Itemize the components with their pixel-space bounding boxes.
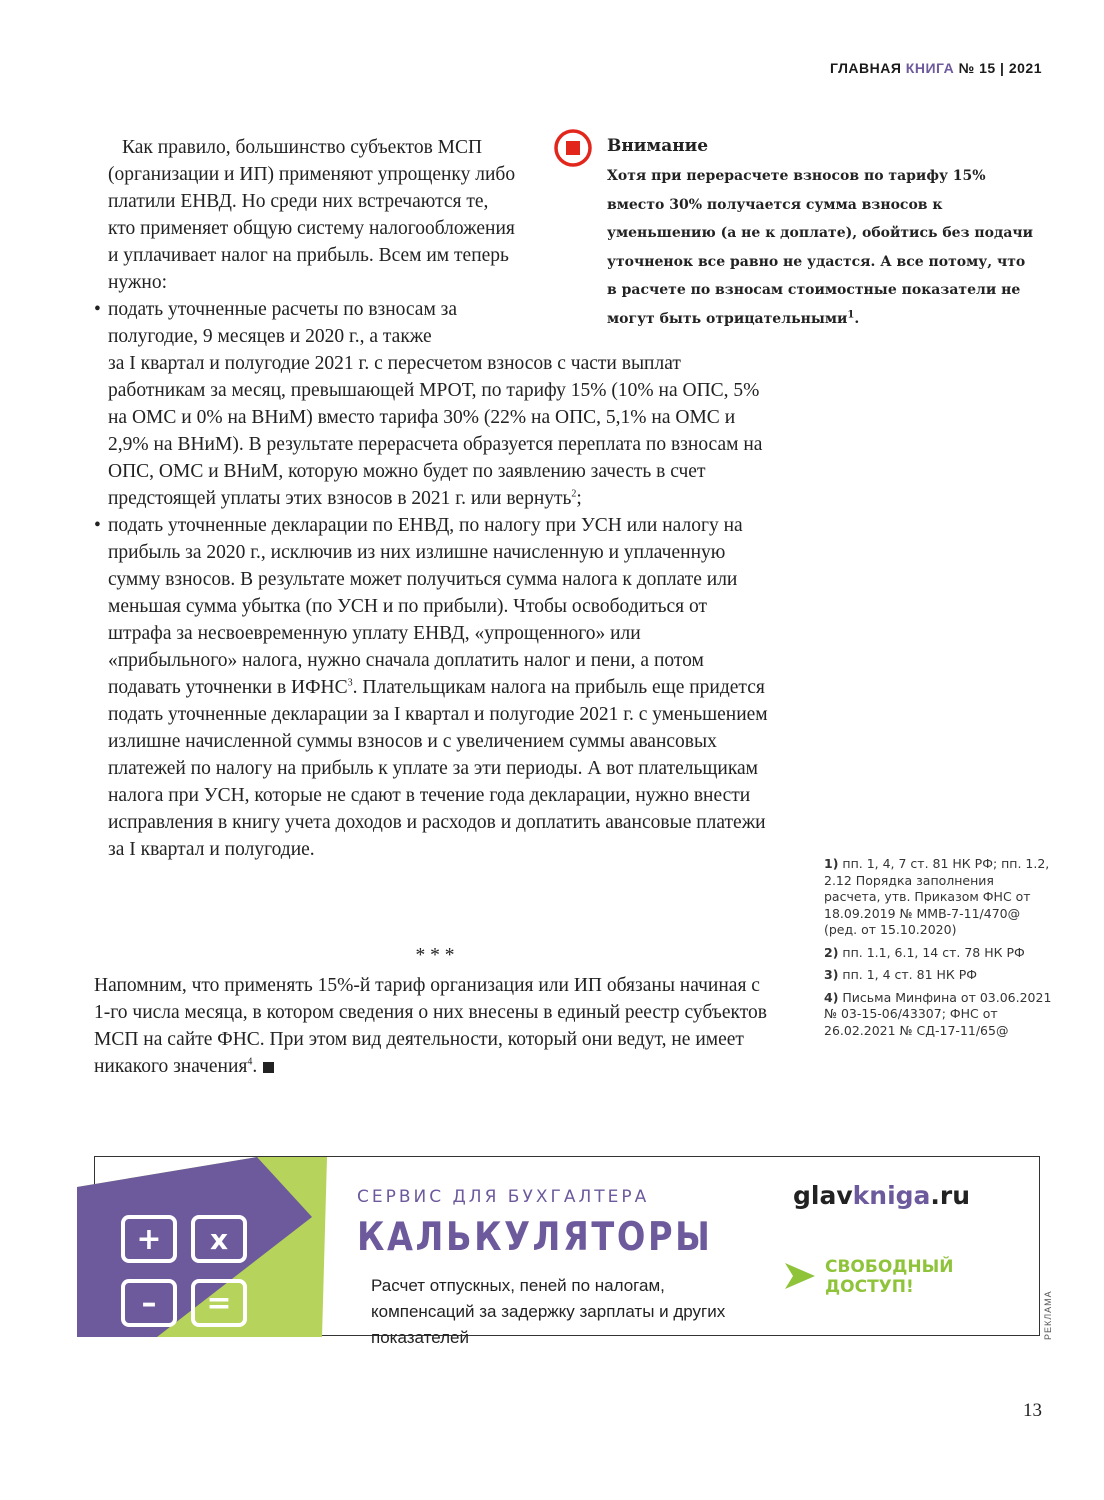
footnote-ref-2: 2 [571,488,577,500]
footnote-text: Письма Минфина от 03.06.2021 № 03-15-06/43307; ФНС от 26.02.2021 № СД-17-11/65@ [824,989,1052,1038]
attention-text [607,162,1033,333]
attention-title: Внимание [607,136,709,156]
advertisement-label: РЕКЛАМА [1043,1290,1053,1340]
ad-site-link[interactable] [793,1181,970,1210]
list-item [94,512,774,863]
equals-key-label: = [206,1286,232,1321]
minus-key-label: – [141,1286,157,1321]
header-issue: № 15 | 2021 [958,60,1042,76]
calculator-graphic [77,1157,377,1337]
requirements-list [94,296,774,863]
list-item-1-start: • подать уточненные расчеты по взносам за полугодие, 9 месяцев и 2020 г., а также [108,299,458,347]
list-item-1-end: ; [576,488,582,509]
footnote-number: 1) [824,856,839,871]
plus-key-label: + [136,1222,162,1257]
attention-end: . [854,310,860,327]
footnote [824,990,1054,1040]
attention-body: Хотя при перерасчете взносов по тарифу 15% вместо 30% получается сумма взносов к уменьшению (а не к доплате), обойтись без подачи уточненок все равно не удастся. А все потому, что в расчете по взносам стоимостные показатели не могут быть отрицательными [607,168,1034,327]
footnote-ref-4: 4 [247,1056,253,1068]
play-arrow-icon [783,1261,817,1291]
footnote-ref-3: 3 [347,677,353,689]
footnotes [824,856,1054,1045]
footnote-number: 2) [824,944,839,960]
final-paragraph-text: Напомним, что применять 15%-й тариф организация или ИП обязаны начиная с 1-го числа месяца, в котором сведения о них внесены в единый реестр субъектов МСП на сайте ФНС. При этом вид деятельности, который они ведут, не имеет никакого значения [94,975,767,1077]
footnote-number: 3) [824,967,839,982]
footnote [824,945,1054,962]
list-item-2-continued: . Плательщикам налога на прибыль еще придется подать уточненные декларации за I квартал и полугодие 2021 г. с уменьшением излишне начисленной суммы взносов и с увеличением суммы авансовых платежей по налогу на прибыль к уплате за эти периоды. А вот плательщикам налога при УСН, которые не сдают в течение года декларации, нужно внести исправления в книгу учета доходов и расходов и доплатить авансовые платежи за I квартал и полугодие. [108,677,768,860]
running-header [830,60,1042,76]
footnote-ref-1: 1 [847,308,855,320]
intro-paragraph: Как правило, большинство субъектов МСП (организации и ИП) применяют упрощенку либо платили ЕНВД. Но среди них встречаются те, кто применяет общую систему налогообложения и уплачивает налог на прибыль. Всем им теперь нужно: [108,137,516,293]
site-name-part: glav [793,1181,853,1210]
multiply-key-label: x [209,1223,229,1256]
final-paragraph-end: . [252,1056,258,1077]
site-domain: .ru [930,1181,971,1210]
footnote-text: пп. 1, 4 ст. 81 НК РФ [842,967,978,982]
site-name-accent: kniga [852,1181,931,1210]
final-paragraph [94,972,774,1080]
attention-icon [553,128,593,168]
header-journal-accent: КНИГА [905,60,955,76]
ad-title: КАЛЬКУЛЯТОРЫ [357,1215,713,1260]
ad-description: Расчет отпускных, пеней по налогам, компенсаций за задержку зарплаты и других показателей [371,1276,726,1347]
footnote-number: 4) [824,989,839,1005]
page-number: 13 [1023,1400,1042,1421]
section-separator: * * * [415,945,455,966]
free-access-text: СВОБОДНЫЙ ДОСТУП! [825,1257,954,1297]
calculators-ad-banner[interactable] [94,1156,1040,1347]
list-item-2-text: подать уточненные декларации по ЕНВД, по налогу при УСН или налогу на прибыль за 2020 г., исключив из них излишне начисленную и уплаченную сумму взносов. В результате может получиться сумма налога к доплате или меньшая сумма убытка (по УСН и по прибыли). Чтобы освободиться от штрафа за несвоевременную уплату ЕНВД, «упрощенного» или «прибыльного» налога, нужно сначала доплатить налог и пени, а потом подавать уточненки в ИФНС [108,515,743,698]
footnote [824,856,1054,939]
ad-service-label: СЕРВИС ДЛЯ БУХГАЛТЕРА [357,1187,650,1207]
footnote-text: пп. 1.1, 6.1, 14 ст. 78 НК РФ [842,944,1025,960]
end-of-article-mark [263,1062,274,1073]
footnote [824,967,1054,984]
header-journal-name: ГЛАВНАЯ [829,60,902,76]
list-item-1-rest: за I квартал и полугодие 2021 г. с пересчетом взносов с части выплат работникам за месяц, превышающей МРОТ, по тарифу 15% (10% на ОПС, 5% на ОМС и 0% на ВНиМ) вместо тарифа 30% (22% на ОПС, 5,1% на ОМС и 2,9% на ВНиМ). В результате перерасчета образуется переплата по взносам на ОПС, ОМС и ВНиМ, которую можно будет по заявлению зачесть в счет предстоящей уплаты этих взносов в 2021 г. или вернуть [108,353,763,509]
footnote-text: пп. 1, 4, 7 ст. 81 НК РФ; пп. 1.2, 2.12 Порядка заполнения расчета, утв. Приказом ФНС от 18.09.2019 № ММВ-7-11/470@ (ред. от 15.10.2020) [824,856,1050,937]
